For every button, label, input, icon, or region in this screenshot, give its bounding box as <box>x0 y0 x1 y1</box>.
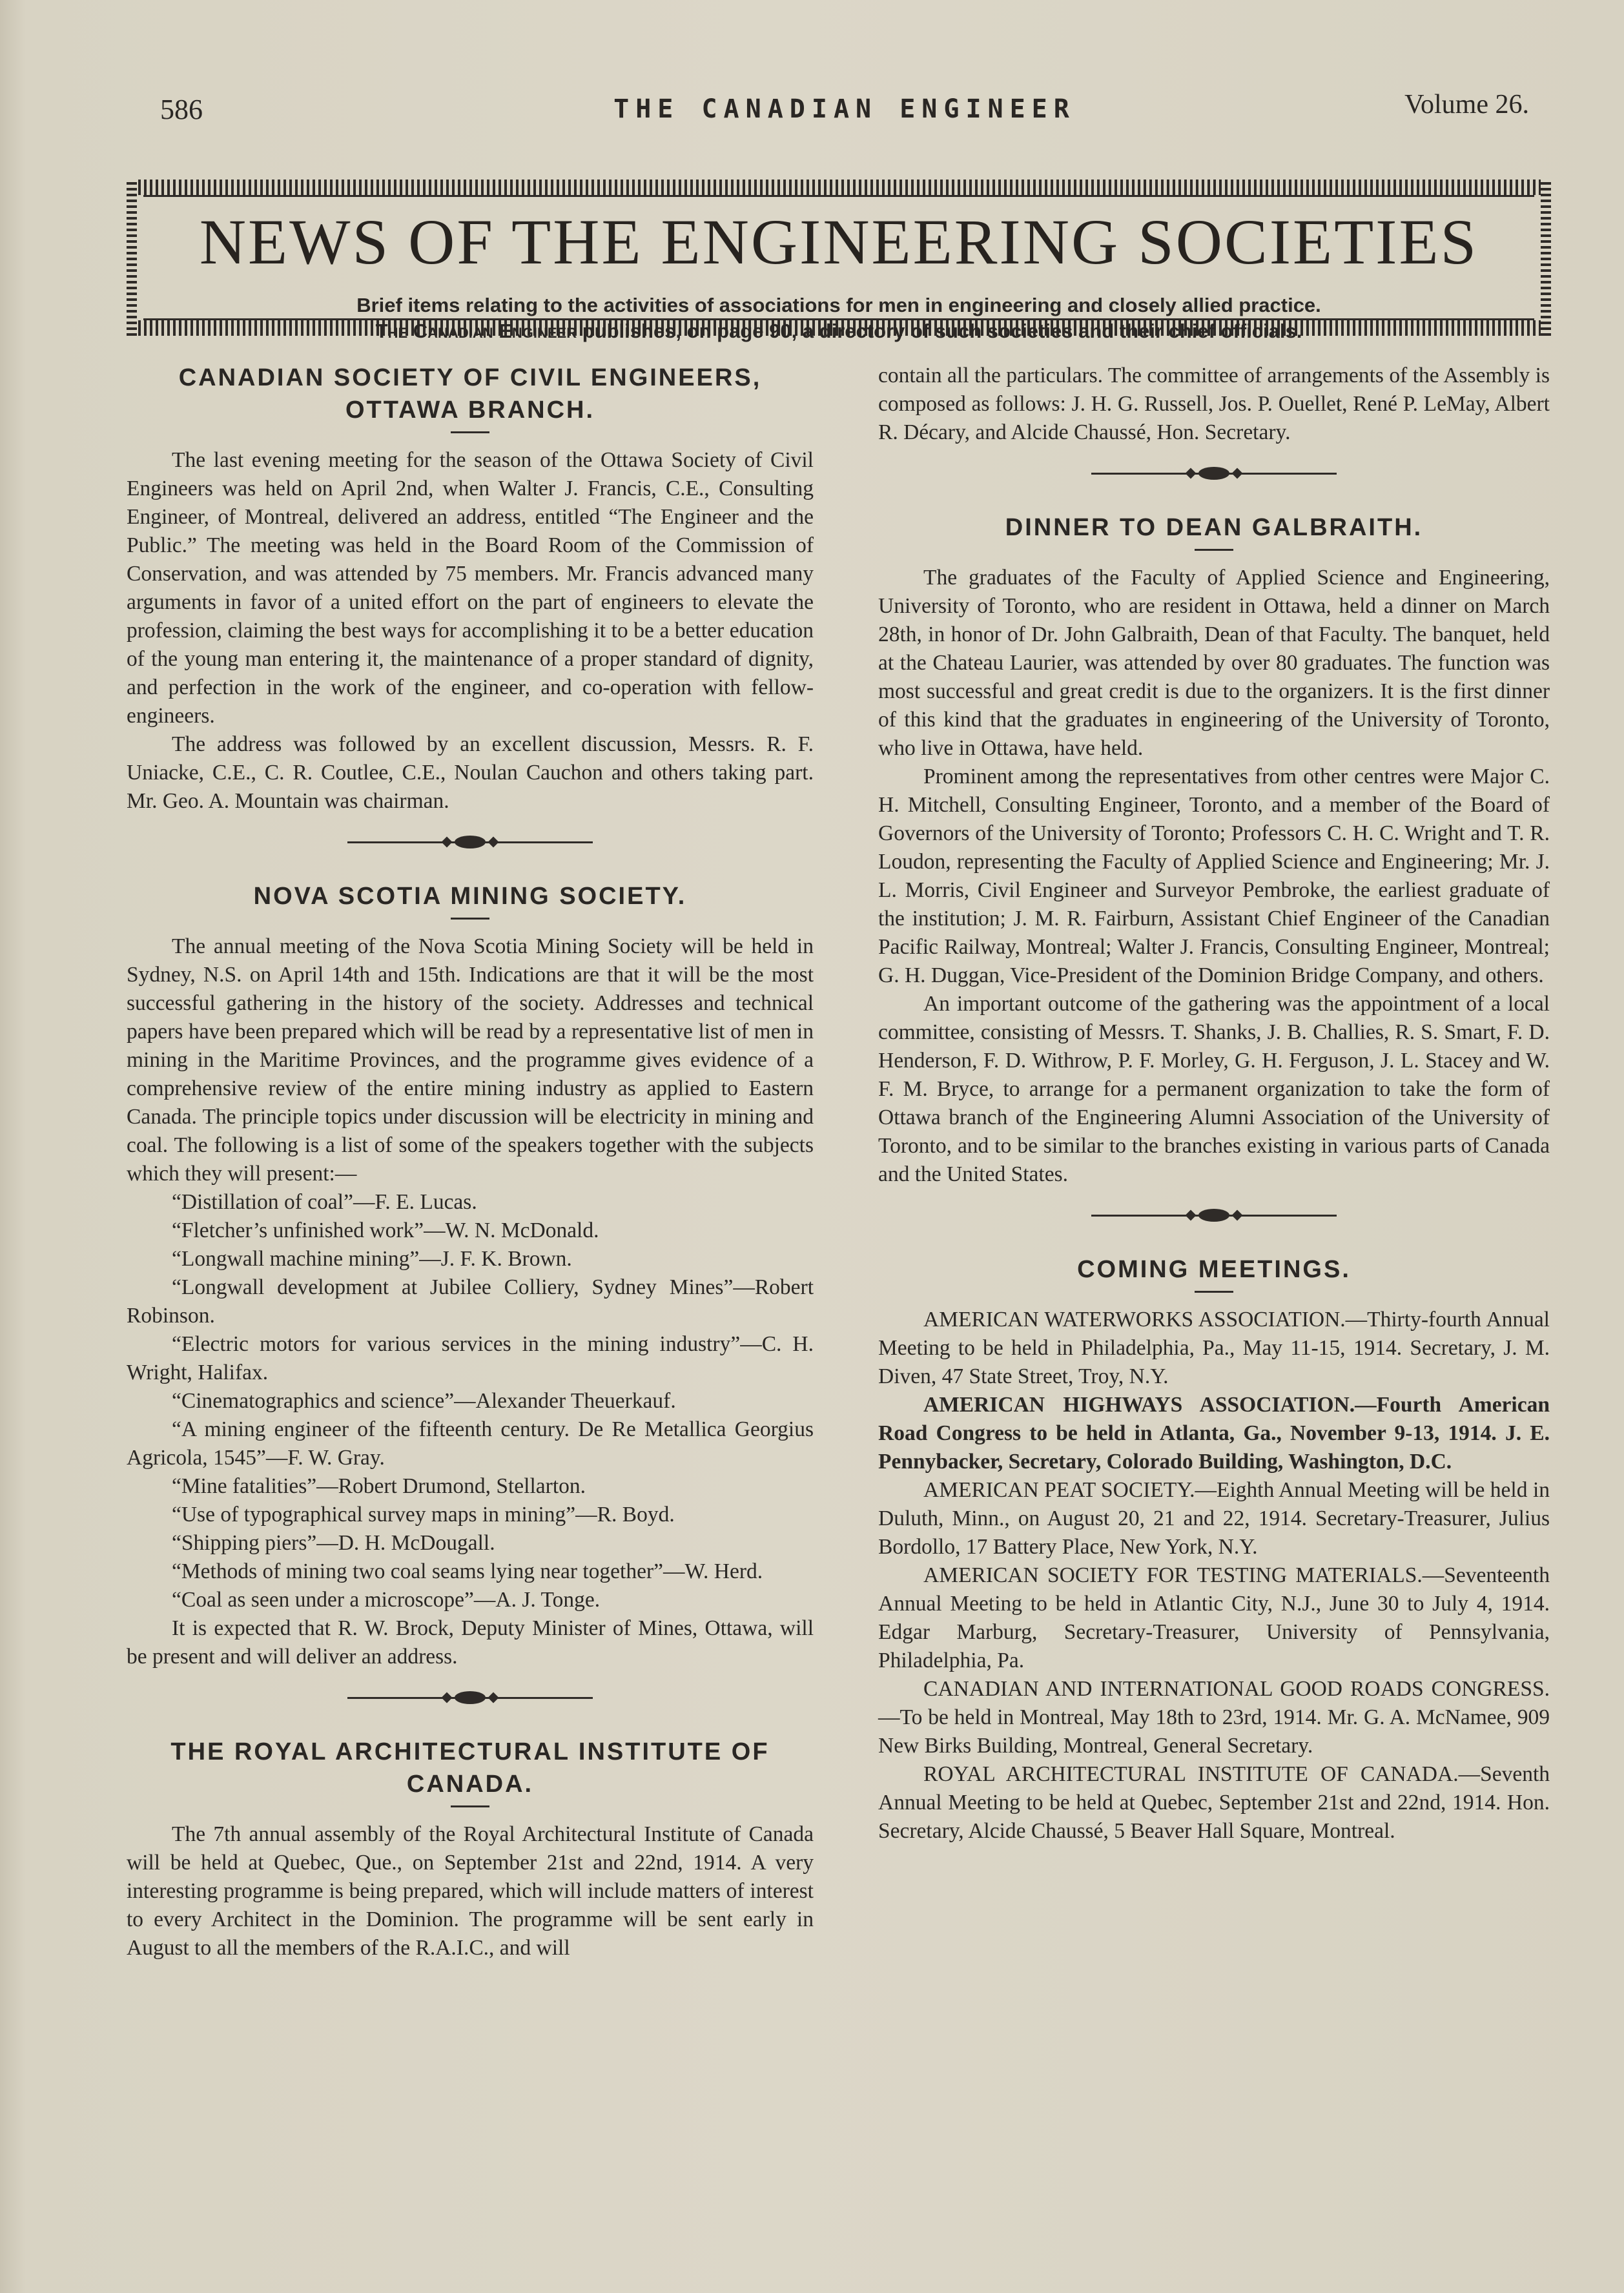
nsms-paragraph-1: The annual meeting of the Nova Scotia Mining Society will be held in Sydney, N.S. on April 14th and 15th. Indications are that it will be the most successful gathering in the history of the society. Addresses and technical papers have been prepared which will be read by a representative list of men in mining in the Maritime Provinces, and the programme gives evidence of a comprehensive review of the entire mining industry as applied to Eastern Canada. The principle topics under discussion will be electricity in mining and coal. The following is a list of some of the speakers together with the subjects which they will present:— <box>127 934 814 1186</box>
paper-item: “Electric motors for various services in the mining industry”—C. H. Wright, Halifax. <box>127 1332 814 1384</box>
banner-border-top <box>127 180 1551 195</box>
heading-rule <box>1195 1291 1233 1293</box>
right-column <box>878 362 1550 1846</box>
heading-rule <box>451 1805 489 1807</box>
meeting-item: ROYAL ARCHITECTURAL INSTITUTE OF CANADA.—Seventh Annual Meeting to be held at Quebec, September 21st and 22nd, 1914. Hon. Secretary, Alcide Chaussé, 5 Beaver Hall Square, Montreal. <box>878 1762 1550 1843</box>
section-ornament <box>1091 1206 1337 1225</box>
paper-item: “Coal as seen under a microscope”—A. J. Tonge. <box>172 1588 601 1612</box>
meeting-item: AMERICAN SOCIETY FOR TESTING MATERIALS.—Seventeenth Annual Meeting to be held in Atlantic City, N.J., June 30 to July 4, 1914. Edgar Marburg, Secretary-Treasurer, University of Pennsylvania, Philadelphia, Pa. <box>878 1563 1550 1672</box>
dinner-paragraph-1: The graduates of the Faculty of Applied Science and Engineering, University of Toronto, who are resident in Ottawa, held a dinner on March 28th, in honor of Dr. John Galbraith, Dean of that Faculty. The banquet, held at the Chateau Laurier, was attended by over 80 graduates. The function was most successful and great credit is due to the organizers. It is the first dinner of this kind that the graduates in engineering of the University of Toronto, who live in Ottawa, have held. <box>878 566 1550 760</box>
meeting-item: AMERICAN PEAT SOCIETY.—Eighth Annual Meeting will be held in Duluth, Minn., on August 20, 21 and 22, 1914. Secretary-Treasurer, Julius Bordollo, 17 Battery Place, New York, N.Y. <box>878 1478 1550 1559</box>
heading-rule <box>451 431 489 433</box>
subtitle-line-2 <box>143 318 1534 344</box>
dinner-paragraph-2: Prominent among the representatives from other centres were Major C. H. Mitchell, Consulting Engineer, Toronto, and a member of the Board of Governors of the University of Toronto; Professors C. H. C. Wright and T. R. Loudon, representing the Faculty of Applied Science and Engineering; Mr. J. L. Morris, Civil Engineer and Surveyor Pembroke, the earliest graduate of the institution; J. M. R. Fairburn, Assistant Chief Engineer of the Canadian Pacific Railway, Montreal; Walter J. Francis, Consulting Engineer, Montreal; G. H. Duggan, Vice-President of the Dominion Bridge Company, and others. <box>878 765 1550 987</box>
paper-item: “Methods of mining two coal seams lying near together”—W. Herd. <box>172 1559 763 1583</box>
raic-paragraph-1: The 7th annual assembly of the Royal Architectural Institute of Canada will be held at Quebec, Que., on September 21st and 22nd, 1914. A very interesting programme is being prepared, which will include matters of interest to every Architect in the Dominion. The programme will be sent early in August to all the members of the R.A.I.C., and will <box>127 1822 814 1960</box>
paper-item: “Shipping piers”—D. H. McDougall. <box>172 1531 495 1555</box>
paper-item: “Longwall development at Jubilee Colliery, Sydney Mines”—Robert Robinson. <box>127 1275 814 1328</box>
paper-item: “Cinematographics and science”—Alexander Theuerkauf. <box>172 1389 676 1413</box>
csce-paragraph-1: The last evening meeting for the season of the Ottawa Society of Civil Engineers was held on April 2nd, when Walter J. Francis, C.E., Consulting Engineer, of Montreal, delivered an address, entitled “The Engineer and the Public.” The meeting was held in the Board Room of the Commission of Conservation, and was attended by 75 members. Mr. Francis advanced many arguments in favor of a united effort on the part of engineers to elevate the profession, claiming the best ways for accomplishing it to be a better education of the young man entering it, the maintenance of a proper standard of dignity, and perfection in the work of the engineer, and co-operation with fellow-engineers. <box>127 448 814 728</box>
meeting-item: AMERICAN HIGHWAYS ASSOCIATION.—Fourth American Road Congress to be held in Atlanta, Ga., November 9-13, 1914. J. E. Pennybacker, Secretary, Colorado Building, Washington, D.C. <box>878 1393 1550 1474</box>
volume-number: Volume 26. <box>1404 90 1529 119</box>
section-title: NEWS OF THE ENGINEERING SOCIETIES <box>199 206 1479 278</box>
meeting-item: AMERICAN WATERWORKS ASSOCIATION.—Thirty-fourth Annual Meeting to be held in Philadelphia, Pa., May 11-15, 1914. Secretary, J. M. Diven, 47 State Street, Troy, N.Y. <box>878 1308 1550 1388</box>
raic-heading: THE ROYAL ARCHITECTURAL INSTITUTE OF CANADA. <box>170 1738 770 1798</box>
journal-title: THE CANADIAN ENGINEER <box>613 94 1076 124</box>
running-head <box>160 89 1529 134</box>
coming-meetings-heading: COMING MEETINGS. <box>1077 1256 1351 1283</box>
csce-heading: CANADIAN SOCIETY OF CIVIL ENGINEERS, OTTAWA BRANCH. <box>178 364 762 424</box>
nsms-paragraph-2: It is expected that R. W. Brock, Deputy Minister of Mines, Ottawa, will be present and will deliver an address. <box>127 1616 814 1669</box>
meeting-item: CANADIAN AND INTERNATIONAL GOOD ROADS CONGRESS.—To be held in Montreal, May 18th to 23rd, 1914. Mr. G. A. McNamee, 909 New Birks Building, Montreal, General Secretary. <box>878 1677 1550 1758</box>
section-ornament <box>1091 464 1337 483</box>
section-ornament <box>347 832 593 852</box>
dinner-heading: DINNER TO DEAN GALBRAITH. <box>1005 514 1423 541</box>
csce-paragraph-2: The address was followed by an excellent discussion, Messrs. R. F. Uniacke, C.E., C. R. Coutlee, C.E., Noulan Cauchon and others taking part. Mr. Geo. A. Mountain was chairman. <box>127 732 814 813</box>
section-banner <box>127 160 1551 342</box>
paper-item: “Distillation of coal”—F. E. Lucas. <box>172 1190 477 1214</box>
heading-rule <box>451 918 489 920</box>
left-column <box>127 362 814 1962</box>
nsms-heading: NOVA SCOTIA MINING SOCIETY. <box>253 883 687 910</box>
banner-border-right <box>1541 180 1551 336</box>
meetings-list <box>878 1306 1550 1846</box>
paper-item: “Longwall machine mining”—J. F. K. Brown. <box>172 1247 572 1271</box>
banner-inner <box>143 195 1534 342</box>
dinner-paragraph-3: An important outcome of the gathering was the appointment of a local committee, consisting of Messrs. T. Shanks, J. B. Challies, R. S. Smart, F. D. Henderson, F. D. Withrow, P. F. Morley, G. H. Ferguson, J. L. Stacey and W. F. M. Bryce, to arrange for a permanent organization to take the form of Ottawa branch of the Engineering Alumni Association of the University of Toronto, and to be similar to the branches existing in various parts of Canada and the United States. <box>878 992 1550 1186</box>
paper-item: “A mining engineer of the fifteenth century. De Re Metallica Georgius Agricola, 1545”—F. W. Gray. <box>127 1417 814 1470</box>
paper-item: “Fletcher’s unfinished work”—W. N. McDonald. <box>172 1218 599 1242</box>
paper-item: “Use of typographical survey maps in mining”—R. Boyd. <box>172 1503 675 1527</box>
journal-name-inline: The Canadian Engineer <box>375 320 577 342</box>
subtitle-line-2-text: publishes, on page 90, a directory of such societies and their chief officials. <box>577 320 1302 342</box>
banner-border-left <box>127 180 137 336</box>
raic-continuation: contain all the particulars. The committee of arrangements of the Assembly is composed as follows: J. H. G. Russell, Jos. P. Ouellet, René P. LeMay, Albert R. Décary, and Alcide Chaussé, Hon. Secretary. <box>878 364 1550 444</box>
page-number: 586 <box>160 94 203 125</box>
section-subtitle <box>143 293 1534 344</box>
subtitle-line-1: Brief items relating to the activities of associations for men in engineering and closely allied practice. <box>356 294 1321 316</box>
heading-rule <box>1195 549 1233 551</box>
section-ornament <box>347 1688 593 1707</box>
paper-item: “Mine fatalities”—Robert Drumond, Stellarton. <box>172 1474 586 1498</box>
